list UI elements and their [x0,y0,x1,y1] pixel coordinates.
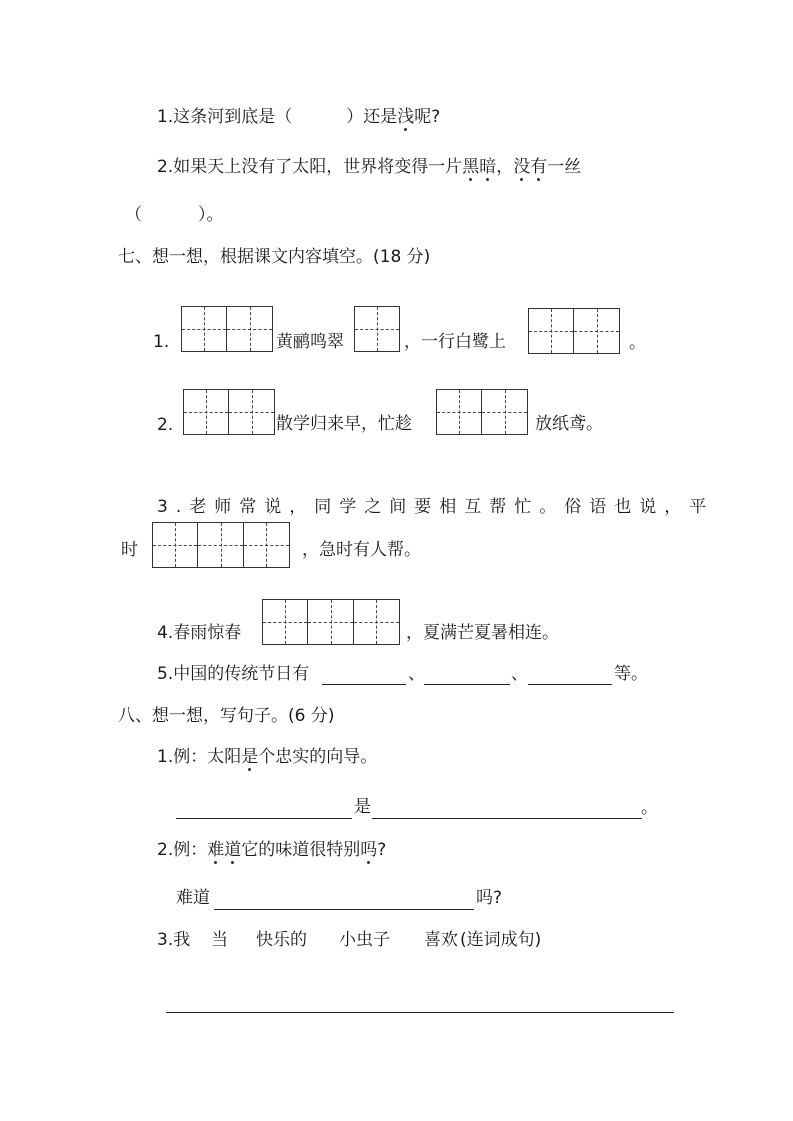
section7-heading: 七、想一想，根据课文内容填空。(18 分) [118,247,431,267]
s7-q5-sep2: 、 [511,664,528,684]
s8-q2-ans-end: 吗? [476,888,503,908]
s7-q1-text2: ，一行白鹭上 [404,332,506,352]
s7-q3-pre: 时 [121,540,138,560]
s7-q2-box1[interactable] [183,389,275,435]
s8-q2-ans-pre: 难道 [176,888,210,908]
s8-q3-w2: 快乐的 [256,930,307,950]
s6-q1: 1.这条河到底是（ ）还是浅呢? [157,107,441,127]
s7-q4-pre: 4.春雨惊春 [157,623,242,643]
s7-q2-text: 散学归来早，忙趁 [276,414,412,434]
s6-q2-answer: （ ）。 [125,205,224,225]
s7-q4-end: ，夏满芒夏暑相连。 [406,623,559,643]
s7-q3-line1: 3.老师常说，同学之间要相互帮忙。俗语也说，平 [157,497,715,517]
s7-q2-num: 2. [157,415,174,435]
s8-q3-w4: 喜欢 [424,930,458,950]
s7-q1-num: 1. [153,332,170,352]
s8-q1-blank2[interactable] [372,818,642,819]
s7-q3-box[interactable] [152,522,290,568]
s8-q3-w3: 小虫子 [339,930,390,950]
s7-q5-sep1: 、 [408,664,425,684]
s6-q2: 2.如果天上没有了太阳，世界将变得一片黑暗，没有一丝 [157,157,582,177]
s7-q1-end: 。 [629,333,646,353]
section8-heading: 八、想一想，写句子。(6 分) [118,706,335,726]
s7-q4-box[interactable] [262,599,400,645]
s7-q1-box3[interactable] [528,308,620,354]
s7-q1-box1[interactable] [181,306,273,352]
s7-q5-pre: 5.中国的传统节日有 [157,664,310,684]
s8-q3-answer-line[interactable] [166,1012,674,1013]
s8-q1-end: 。 [641,798,658,818]
s7-q5-blank1[interactable] [322,684,406,685]
s7-q5-blank2[interactable] [424,684,510,685]
s7-q2-box2[interactable] [436,389,528,435]
s7-q3-end: ，急时有人帮。 [302,540,421,560]
s8-q2-example: 2.例：难道它的味道很特别吗? [157,840,387,860]
s7-q5-end: 等。 [614,664,648,684]
s7-q2-end: 放纸鸢。 [535,414,603,434]
s8-q1-example: 1.例：太阳是个忠实的向导。 [157,747,378,767]
s7-q1-text1: 黄鹂鸣翠 [276,332,344,352]
s8-q2-blank[interactable] [214,909,474,910]
s8-q1-blank1[interactable] [176,818,352,819]
s7-q1-box2[interactable] [354,306,400,352]
s8-q3-num: 3.我 [157,930,191,950]
s8-q1-mid: 是 [354,797,371,817]
s8-q3-w1: 当 [211,930,228,950]
s8-q3-note: (连词成句) [460,930,542,950]
s7-q5-blank3[interactable] [528,684,612,685]
